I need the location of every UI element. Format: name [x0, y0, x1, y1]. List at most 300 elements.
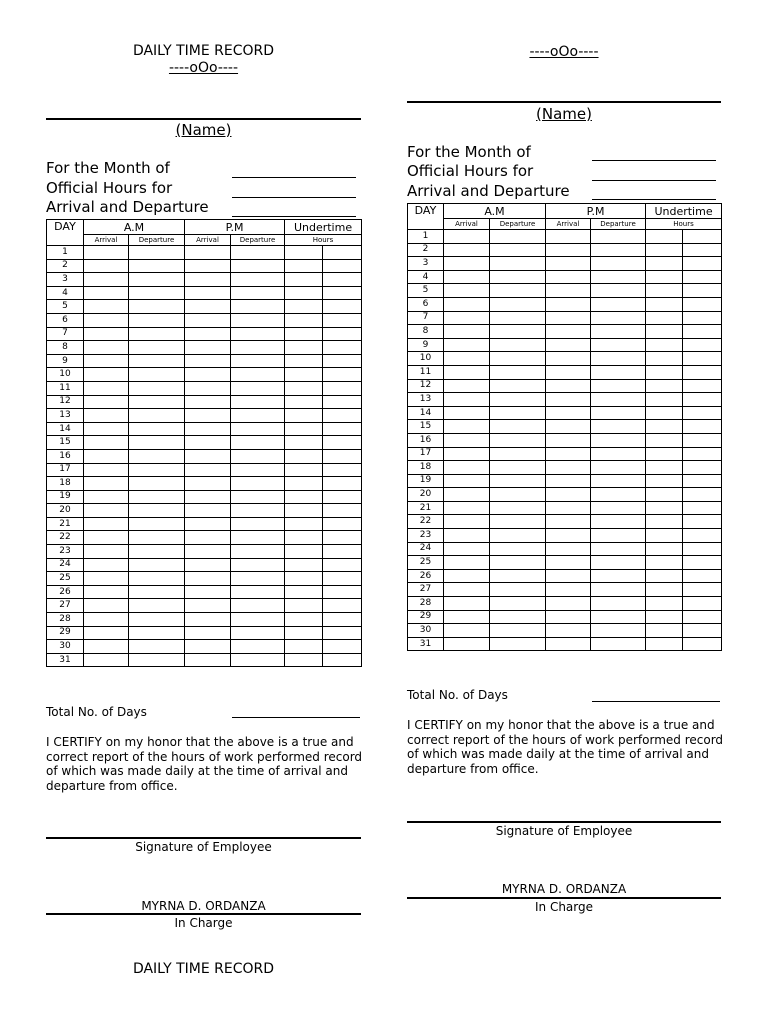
pm-arrival-cell[interactable]	[546, 393, 591, 407]
undertime-minutes-cell[interactable]	[683, 637, 722, 651]
undertime-hours-cell[interactable]	[285, 313, 323, 327]
undertime-hours-cell[interactable]	[646, 284, 683, 298]
pm-arrival-cell[interactable]	[185, 341, 231, 355]
pm-arrival-cell[interactable]	[185, 531, 231, 545]
pm-departure-cell[interactable]	[231, 640, 285, 654]
am-departure-cell[interactable]	[129, 531, 185, 545]
undertime-minutes-cell[interactable]	[683, 624, 722, 638]
pm-departure-cell[interactable]	[231, 572, 285, 586]
pm-arrival-cell[interactable]	[185, 354, 231, 368]
pm-departure-cell[interactable]	[591, 474, 646, 488]
undertime-minutes-cell[interactable]	[323, 477, 362, 491]
am-arrival-cell[interactable]	[444, 420, 490, 434]
undertime-minutes-cell[interactable]	[323, 449, 362, 463]
undertime-hours-cell[interactable]	[646, 501, 683, 515]
arrival-departure-field[interactable]	[232, 216, 356, 217]
undertime-hours-cell[interactable]	[285, 436, 323, 450]
undertime-minutes-cell[interactable]	[323, 259, 362, 273]
pm-arrival-cell[interactable]	[546, 474, 591, 488]
pm-arrival-cell[interactable]	[546, 406, 591, 420]
undertime-hours-cell[interactable]	[646, 556, 683, 570]
am-arrival-cell[interactable]	[84, 477, 129, 491]
pm-departure-cell[interactable]	[591, 556, 646, 570]
pm-departure-cell[interactable]	[231, 395, 285, 409]
am-departure-cell[interactable]	[490, 352, 546, 366]
undertime-minutes-cell[interactable]	[323, 381, 362, 395]
am-arrival-cell[interactable]	[84, 381, 129, 395]
am-arrival-cell[interactable]	[444, 406, 490, 420]
undertime-minutes-cell[interactable]	[323, 531, 362, 545]
pm-arrival-cell[interactable]	[185, 381, 231, 395]
am-arrival-cell[interactable]	[84, 572, 129, 586]
undertime-hours-cell[interactable]	[285, 422, 323, 436]
pm-departure-cell[interactable]	[231, 246, 285, 260]
am-departure-cell[interactable]	[129, 613, 185, 627]
pm-arrival-cell[interactable]	[185, 259, 231, 273]
undertime-hours-cell[interactable]	[646, 311, 683, 325]
am-arrival-cell[interactable]	[444, 379, 490, 393]
month-field[interactable]	[232, 177, 356, 178]
arrival-departure-field[interactable]	[592, 199, 716, 200]
am-departure-cell[interactable]	[490, 393, 546, 407]
am-departure-cell[interactable]	[129, 273, 185, 287]
undertime-minutes-cell[interactable]	[683, 488, 722, 502]
pm-arrival-cell[interactable]	[546, 542, 591, 556]
am-departure-cell[interactable]	[129, 395, 185, 409]
pm-departure-cell[interactable]	[591, 270, 646, 284]
undertime-minutes-cell[interactable]	[683, 420, 722, 434]
undertime-hours-cell[interactable]	[285, 395, 323, 409]
am-departure-cell[interactable]	[129, 463, 185, 477]
undertime-minutes-cell[interactable]	[683, 461, 722, 475]
pm-arrival-cell[interactable]	[185, 558, 231, 572]
undertime-minutes-cell[interactable]	[323, 585, 362, 599]
pm-departure-cell[interactable]	[231, 490, 285, 504]
am-departure-cell[interactable]	[129, 409, 185, 423]
undertime-minutes-cell[interactable]	[323, 463, 362, 477]
pm-departure-cell[interactable]	[231, 585, 285, 599]
am-arrival-cell[interactable]	[444, 583, 490, 597]
undertime-minutes-cell[interactable]	[683, 542, 722, 556]
am-arrival-cell[interactable]	[84, 354, 129, 368]
pm-arrival-cell[interactable]	[185, 313, 231, 327]
pm-departure-cell[interactable]	[591, 406, 646, 420]
signature-line[interactable]	[46, 837, 361, 839]
pm-arrival-cell[interactable]	[185, 626, 231, 640]
pm-departure-cell[interactable]	[591, 542, 646, 556]
am-departure-cell[interactable]	[490, 624, 546, 638]
am-departure-cell[interactable]	[129, 558, 185, 572]
undertime-minutes-cell[interactable]	[683, 447, 722, 461]
pm-arrival-cell[interactable]	[185, 273, 231, 287]
am-departure-cell[interactable]	[129, 259, 185, 273]
pm-arrival-cell[interactable]	[546, 447, 591, 461]
pm-arrival-cell[interactable]	[546, 365, 591, 379]
pm-arrival-cell[interactable]	[546, 501, 591, 515]
am-departure-cell[interactable]	[129, 545, 185, 559]
undertime-hours-cell[interactable]	[285, 504, 323, 518]
month-field[interactable]	[592, 160, 716, 161]
am-departure-cell[interactable]	[490, 311, 546, 325]
pm-departure-cell[interactable]	[231, 381, 285, 395]
am-arrival-cell[interactable]	[444, 257, 490, 271]
pm-departure-cell[interactable]	[231, 504, 285, 518]
pm-departure-cell[interactable]	[231, 354, 285, 368]
am-arrival-cell[interactable]	[84, 327, 129, 341]
undertime-hours-cell[interactable]	[285, 463, 323, 477]
pm-arrival-cell[interactable]	[185, 504, 231, 518]
am-arrival-cell[interactable]	[84, 490, 129, 504]
pm-arrival-cell[interactable]	[185, 490, 231, 504]
undertime-minutes-cell[interactable]	[323, 313, 362, 327]
undertime-minutes-cell[interactable]	[683, 365, 722, 379]
undertime-minutes-cell[interactable]	[323, 517, 362, 531]
pm-departure-cell[interactable]	[591, 379, 646, 393]
am-departure-cell[interactable]	[129, 381, 185, 395]
undertime-hours-cell[interactable]	[646, 352, 683, 366]
pm-arrival-cell[interactable]	[185, 599, 231, 613]
undertime-minutes-cell[interactable]	[683, 597, 722, 611]
pm-departure-cell[interactable]	[591, 338, 646, 352]
pm-departure-cell[interactable]	[591, 447, 646, 461]
am-arrival-cell[interactable]	[84, 313, 129, 327]
am-arrival-cell[interactable]	[444, 352, 490, 366]
pm-arrival-cell[interactable]	[546, 338, 591, 352]
undertime-minutes-cell[interactable]	[683, 270, 722, 284]
am-departure-cell[interactable]	[490, 433, 546, 447]
am-departure-cell[interactable]	[129, 477, 185, 491]
pm-departure-cell[interactable]	[231, 327, 285, 341]
pm-arrival-cell[interactable]	[546, 556, 591, 570]
official-hours-field[interactable]	[232, 197, 356, 198]
am-arrival-cell[interactable]	[84, 545, 129, 559]
am-arrival-cell[interactable]	[444, 270, 490, 284]
am-departure-cell[interactable]	[490, 556, 546, 570]
am-arrival-cell[interactable]	[444, 393, 490, 407]
pm-arrival-cell[interactable]	[546, 461, 591, 475]
undertime-hours-cell[interactable]	[285, 368, 323, 382]
am-departure-cell[interactable]	[129, 449, 185, 463]
undertime-minutes-cell[interactable]	[683, 515, 722, 529]
am-departure-cell[interactable]	[129, 313, 185, 327]
pm-departure-cell[interactable]	[591, 488, 646, 502]
pm-departure-cell[interactable]	[231, 531, 285, 545]
pm-arrival-cell[interactable]	[185, 395, 231, 409]
pm-arrival-cell[interactable]	[185, 585, 231, 599]
am-arrival-cell[interactable]	[444, 501, 490, 515]
undertime-hours-cell[interactable]	[646, 393, 683, 407]
undertime-hours-cell[interactable]	[285, 354, 323, 368]
am-arrival-cell[interactable]	[444, 297, 490, 311]
undertime-minutes-cell[interactable]	[683, 257, 722, 271]
pm-departure-cell[interactable]	[591, 420, 646, 434]
pm-arrival-cell[interactable]	[546, 515, 591, 529]
undertime-minutes-cell[interactable]	[683, 433, 722, 447]
undertime-minutes-cell[interactable]	[323, 422, 362, 436]
pm-departure-cell[interactable]	[231, 599, 285, 613]
pm-departure-cell[interactable]	[591, 461, 646, 475]
undertime-hours-cell[interactable]	[646, 597, 683, 611]
undertime-minutes-cell[interactable]	[323, 354, 362, 368]
am-arrival-cell[interactable]	[444, 488, 490, 502]
am-departure-cell[interactable]	[490, 447, 546, 461]
pm-departure-cell[interactable]	[231, 409, 285, 423]
undertime-minutes-cell[interactable]	[683, 325, 722, 339]
am-departure-cell[interactable]	[490, 583, 546, 597]
am-arrival-cell[interactable]	[444, 637, 490, 651]
am-arrival-cell[interactable]	[444, 515, 490, 529]
pm-departure-cell[interactable]	[591, 230, 646, 244]
undertime-minutes-cell[interactable]	[683, 529, 722, 543]
undertime-hours-cell[interactable]	[285, 259, 323, 273]
undertime-minutes-cell[interactable]	[683, 569, 722, 583]
am-departure-cell[interactable]	[129, 517, 185, 531]
undertime-hours-cell[interactable]	[646, 379, 683, 393]
undertime-hours-cell[interactable]	[285, 246, 323, 260]
undertime-hours-cell[interactable]	[646, 365, 683, 379]
pm-departure-cell[interactable]	[591, 393, 646, 407]
am-arrival-cell[interactable]	[444, 243, 490, 257]
am-departure-cell[interactable]	[490, 610, 546, 624]
am-departure-cell[interactable]	[129, 341, 185, 355]
am-arrival-cell[interactable]	[444, 610, 490, 624]
pm-departure-cell[interactable]	[591, 284, 646, 298]
am-departure-cell[interactable]	[129, 327, 185, 341]
am-arrival-cell[interactable]	[84, 436, 129, 450]
am-departure-cell[interactable]	[490, 542, 546, 556]
pm-departure-cell[interactable]	[591, 352, 646, 366]
undertime-minutes-cell[interactable]	[323, 653, 362, 667]
pm-departure-cell[interactable]	[591, 597, 646, 611]
am-arrival-cell[interactable]	[84, 273, 129, 287]
pm-departure-cell[interactable]	[591, 624, 646, 638]
pm-arrival-cell[interactable]	[185, 545, 231, 559]
pm-arrival-cell[interactable]	[185, 477, 231, 491]
undertime-hours-cell[interactable]	[646, 447, 683, 461]
undertime-hours-cell[interactable]	[646, 529, 683, 543]
pm-departure-cell[interactable]	[231, 341, 285, 355]
undertime-minutes-cell[interactable]	[323, 545, 362, 559]
pm-departure-cell[interactable]	[231, 449, 285, 463]
pm-arrival-cell[interactable]	[546, 529, 591, 543]
am-departure-cell[interactable]	[490, 297, 546, 311]
undertime-minutes-cell[interactable]	[323, 341, 362, 355]
am-arrival-cell[interactable]	[84, 422, 129, 436]
undertime-hours-cell[interactable]	[285, 640, 323, 654]
am-departure-cell[interactable]	[490, 230, 546, 244]
am-arrival-cell[interactable]	[84, 653, 129, 667]
am-departure-cell[interactable]	[129, 286, 185, 300]
undertime-minutes-cell[interactable]	[323, 626, 362, 640]
am-arrival-cell[interactable]	[84, 286, 129, 300]
am-departure-cell[interactable]	[129, 653, 185, 667]
pm-arrival-cell[interactable]	[185, 286, 231, 300]
pm-arrival-cell[interactable]	[185, 409, 231, 423]
am-departure-cell[interactable]	[490, 420, 546, 434]
undertime-hours-cell[interactable]	[285, 409, 323, 423]
pm-arrival-cell[interactable]	[546, 311, 591, 325]
undertime-hours-cell[interactable]	[285, 531, 323, 545]
undertime-minutes-cell[interactable]	[683, 556, 722, 570]
am-departure-cell[interactable]	[129, 626, 185, 640]
undertime-minutes-cell[interactable]	[323, 395, 362, 409]
undertime-minutes-cell[interactable]	[323, 572, 362, 586]
undertime-hours-cell[interactable]	[646, 569, 683, 583]
pm-arrival-cell[interactable]	[546, 284, 591, 298]
pm-departure-cell[interactable]	[231, 517, 285, 531]
am-arrival-cell[interactable]	[84, 585, 129, 599]
undertime-hours-cell[interactable]	[646, 637, 683, 651]
pm-arrival-cell[interactable]	[546, 420, 591, 434]
undertime-minutes-cell[interactable]	[683, 230, 722, 244]
undertime-hours-cell[interactable]	[646, 433, 683, 447]
am-arrival-cell[interactable]	[444, 433, 490, 447]
undertime-minutes-cell[interactable]	[683, 610, 722, 624]
undertime-minutes-cell[interactable]	[323, 640, 362, 654]
am-departure-cell[interactable]	[490, 597, 546, 611]
pm-departure-cell[interactable]	[231, 313, 285, 327]
am-departure-cell[interactable]	[490, 270, 546, 284]
am-arrival-cell[interactable]	[444, 311, 490, 325]
pm-arrival-cell[interactable]	[185, 653, 231, 667]
pm-departure-cell[interactable]	[231, 477, 285, 491]
am-departure-cell[interactable]	[129, 422, 185, 436]
am-departure-cell[interactable]	[129, 585, 185, 599]
pm-departure-cell[interactable]	[591, 325, 646, 339]
am-departure-cell[interactable]	[490, 379, 546, 393]
am-departure-cell[interactable]	[490, 338, 546, 352]
am-arrival-cell[interactable]	[444, 447, 490, 461]
undertime-hours-cell[interactable]	[646, 406, 683, 420]
am-arrival-cell[interactable]	[84, 341, 129, 355]
am-arrival-cell[interactable]	[84, 531, 129, 545]
am-arrival-cell[interactable]	[444, 365, 490, 379]
pm-departure-cell[interactable]	[591, 529, 646, 543]
pm-arrival-cell[interactable]	[185, 449, 231, 463]
undertime-hours-cell[interactable]	[646, 420, 683, 434]
pm-arrival-cell[interactable]	[546, 270, 591, 284]
undertime-hours-cell[interactable]	[285, 300, 323, 314]
am-departure-cell[interactable]	[129, 300, 185, 314]
undertime-minutes-cell[interactable]	[323, 490, 362, 504]
am-departure-cell[interactable]	[490, 406, 546, 420]
pm-departure-cell[interactable]	[231, 273, 285, 287]
undertime-minutes-cell[interactable]	[683, 338, 722, 352]
pm-departure-cell[interactable]	[591, 515, 646, 529]
undertime-hours-cell[interactable]	[646, 243, 683, 257]
pm-arrival-cell[interactable]	[185, 613, 231, 627]
am-departure-cell[interactable]	[490, 365, 546, 379]
am-arrival-cell[interactable]	[84, 558, 129, 572]
am-arrival-cell[interactable]	[444, 542, 490, 556]
undertime-hours-cell[interactable]	[646, 461, 683, 475]
am-arrival-cell[interactable]	[444, 284, 490, 298]
am-departure-cell[interactable]	[129, 599, 185, 613]
am-arrival-cell[interactable]	[84, 259, 129, 273]
pm-departure-cell[interactable]	[231, 368, 285, 382]
pm-arrival-cell[interactable]	[546, 230, 591, 244]
pm-departure-cell[interactable]	[591, 569, 646, 583]
am-departure-cell[interactable]	[490, 257, 546, 271]
undertime-hours-cell[interactable]	[646, 257, 683, 271]
am-arrival-cell[interactable]	[84, 395, 129, 409]
pm-arrival-cell[interactable]	[185, 517, 231, 531]
pm-arrival-cell[interactable]	[185, 463, 231, 477]
am-arrival-cell[interactable]	[444, 461, 490, 475]
undertime-hours-cell[interactable]	[285, 558, 323, 572]
pm-departure-cell[interactable]	[591, 433, 646, 447]
am-arrival-cell[interactable]	[444, 230, 490, 244]
undertime-minutes-cell[interactable]	[683, 311, 722, 325]
undertime-hours-cell[interactable]	[285, 286, 323, 300]
undertime-minutes-cell[interactable]	[683, 284, 722, 298]
am-arrival-cell[interactable]	[84, 613, 129, 627]
signature-line[interactable]	[407, 821, 721, 823]
undertime-minutes-cell[interactable]	[683, 352, 722, 366]
undertime-hours-cell[interactable]	[285, 327, 323, 341]
am-departure-cell[interactable]	[129, 368, 185, 382]
undertime-minutes-cell[interactable]	[323, 599, 362, 613]
pm-arrival-cell[interactable]	[546, 325, 591, 339]
undertime-hours-cell[interactable]	[285, 572, 323, 586]
undertime-minutes-cell[interactable]	[323, 327, 362, 341]
am-arrival-cell[interactable]	[84, 626, 129, 640]
pm-departure-cell[interactable]	[591, 365, 646, 379]
am-departure-cell[interactable]	[490, 501, 546, 515]
am-departure-cell[interactable]	[490, 529, 546, 543]
undertime-hours-cell[interactable]	[646, 230, 683, 244]
undertime-hours-cell[interactable]	[646, 297, 683, 311]
am-arrival-cell[interactable]	[444, 597, 490, 611]
undertime-minutes-cell[interactable]	[323, 504, 362, 518]
am-arrival-cell[interactable]	[84, 449, 129, 463]
pm-arrival-cell[interactable]	[546, 637, 591, 651]
total-days-field[interactable]	[232, 717, 360, 718]
pm-arrival-cell[interactable]	[185, 368, 231, 382]
undertime-minutes-cell[interactable]	[323, 300, 362, 314]
am-arrival-cell[interactable]	[444, 474, 490, 488]
am-arrival-cell[interactable]	[84, 246, 129, 260]
undertime-minutes-cell[interactable]	[323, 613, 362, 627]
am-departure-cell[interactable]	[490, 325, 546, 339]
undertime-hours-cell[interactable]	[646, 338, 683, 352]
undertime-minutes-cell[interactable]	[323, 246, 362, 260]
pm-arrival-cell[interactable]	[185, 640, 231, 654]
pm-departure-cell[interactable]	[231, 545, 285, 559]
am-arrival-cell[interactable]	[84, 300, 129, 314]
am-departure-cell[interactable]	[490, 461, 546, 475]
am-departure-cell[interactable]	[129, 436, 185, 450]
pm-departure-cell[interactable]	[591, 297, 646, 311]
pm-departure-cell[interactable]	[231, 613, 285, 627]
undertime-minutes-cell[interactable]	[683, 474, 722, 488]
am-arrival-cell[interactable]	[84, 504, 129, 518]
undertime-minutes-cell[interactable]	[683, 297, 722, 311]
undertime-hours-cell[interactable]	[285, 613, 323, 627]
am-arrival-cell[interactable]	[84, 599, 129, 613]
pm-departure-cell[interactable]	[231, 286, 285, 300]
undertime-minutes-cell[interactable]	[323, 409, 362, 423]
am-departure-cell[interactable]	[129, 504, 185, 518]
am-departure-cell[interactable]	[490, 284, 546, 298]
pm-departure-cell[interactable]	[231, 436, 285, 450]
am-departure-cell[interactable]	[490, 488, 546, 502]
pm-departure-cell[interactable]	[231, 653, 285, 667]
am-arrival-cell[interactable]	[444, 624, 490, 638]
am-departure-cell[interactable]	[129, 246, 185, 260]
undertime-hours-cell[interactable]	[646, 474, 683, 488]
undertime-hours-cell[interactable]	[285, 517, 323, 531]
